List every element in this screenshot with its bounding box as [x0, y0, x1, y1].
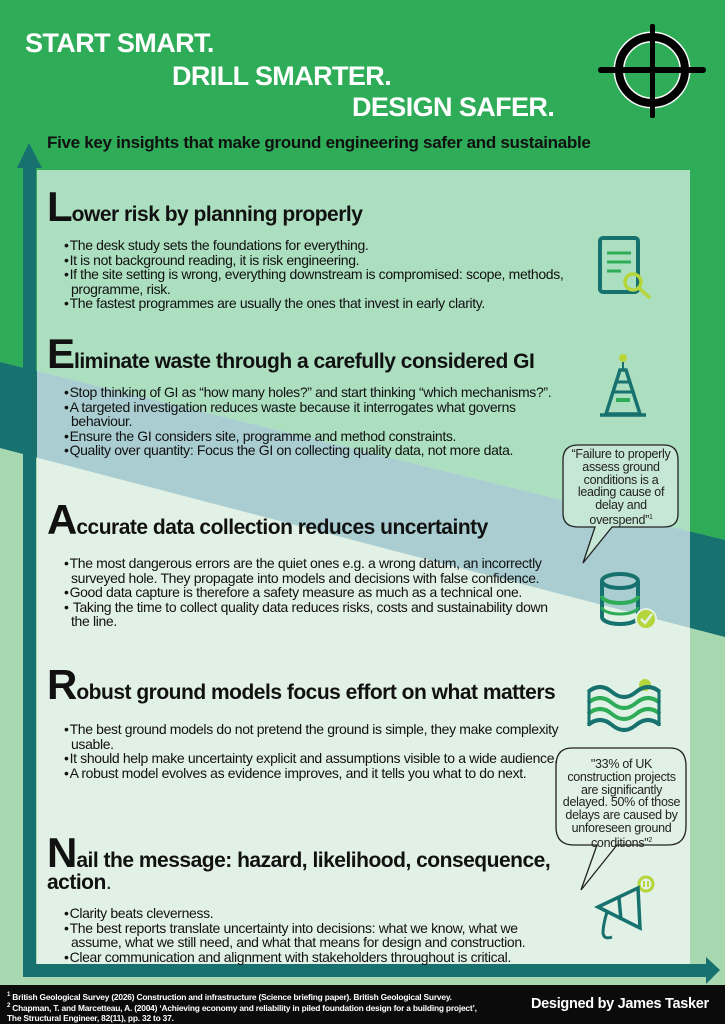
list-item: • The most dangerous errors are the quiet ones e.g. a wrong datum, an incorrectly surveyed hole. They propagate into models and decisions with false confidence. [64, 556, 567, 585]
bullet-list [64, 906, 567, 964]
list-item: • It is not background reading, it is risk engineering. [64, 253, 567, 268]
list-item: • The fastest programmes are usually the ones that invest in early clarity. [64, 296, 567, 311]
section-robust-models [47, 661, 567, 781]
list-item: • Ensure the GI considers site, programme and method constraints. [64, 429, 567, 444]
reference-2: $^2$ Chapman, T. and Marcetteau, A. (2004) ‘Achieving economy and reliability in piled foundation design for a building project’, [7, 1003, 477, 1014]
reference-2-cont: The Structural Engineer, 82(11), pp. 32 to 37. [7, 1012, 174, 1023]
designer-credit: Designed by James Tasker [531, 996, 709, 1012]
list-item: • Stop thinking of GI as “how many holes?” and start thinking “which mechanisms?”. [64, 385, 567, 400]
bullet-list [64, 238, 567, 311]
vertical-axis-arrow [23, 165, 36, 977]
section-lower-risk [47, 183, 567, 311]
list-item: • If the site setting is wrong, everything downstream is compromised: scope, methods, programme, risk. [64, 267, 567, 296]
footer [0, 985, 725, 1024]
section-heading: Lower risk by planning properly [47, 183, 363, 230]
bullet-list [64, 385, 567, 458]
quote-text-1: “Failure to properly assess ground conditions is a leading cause of delay and overspend”$^1$ [571, 447, 671, 528]
section-heading: Accurate data collection reduces uncertainty [47, 496, 488, 543]
headline-line-3: DESIGN SAFER. [352, 92, 555, 122]
list-item: • Clear communication and alignment with stakeholders throughout is critical. [64, 950, 567, 965]
list-item: • A robust model evolves as evidence improves, and it tells you what to do next. [64, 766, 567, 781]
headline-line-2: DRILL SMARTER. [172, 61, 392, 91]
references [7, 991, 477, 1023]
list-item: • Quality over quantity: Focus the GI on collecting quality data, not more data. [64, 443, 567, 458]
section-heading: Eliminate waste through a carefully considered GI [47, 330, 535, 377]
headline-line-1: START SMART. [25, 28, 214, 58]
section-eliminate-waste [47, 330, 567, 458]
quote-text-2: "33% of UK construction projects are significantly delayed. 50% of those delays are caused by unforeseen ground conditions"$^2$ [562, 757, 681, 850]
section-nail-message [47, 829, 567, 965]
list-item: • Clarity beats cleverness. [64, 906, 567, 921]
section-heading: Nail the message: hazard, likelihood, consequence, action. [47, 829, 551, 894]
list-item: • Good data capture is therefore a safety measure as much as a technical one. [64, 585, 567, 600]
list-item: • The best ground models do not pretend the ground is simple, they make complexity usable. [64, 722, 567, 751]
subtitle: Five key insights that make ground engineering safer and sustainable [47, 133, 591, 152]
list-item: • The desk study sets the foundations for everything. [64, 238, 567, 253]
section-heading: Robust ground models focus effort on what matters [47, 661, 556, 708]
list-item: • It should help make uncertainty explicit and assumptions visible to a wide audience. [64, 751, 567, 766]
bullet-list [64, 722, 567, 780]
bullet-list [64, 556, 567, 629]
list-item: • A targeted investigation reduces waste because it interrogates what governs behaviour. [64, 400, 567, 429]
section-accurate-data [47, 496, 567, 629]
list-item: • The best reports translate uncertainty into decisions: what we know, what we assume, what we still need, and what that means for design and construction. [64, 921, 564, 950]
reference-1: $^1$ British Geological Survey (2026) Construction and infrastructure (Science briefing paper). British Geological Survey. [7, 991, 452, 1002]
horizontal-axis-arrow [23, 964, 711, 977]
list-item: • Taking the time to collect quality data reduces risks, costs and sustainability down the line. [64, 600, 567, 629]
